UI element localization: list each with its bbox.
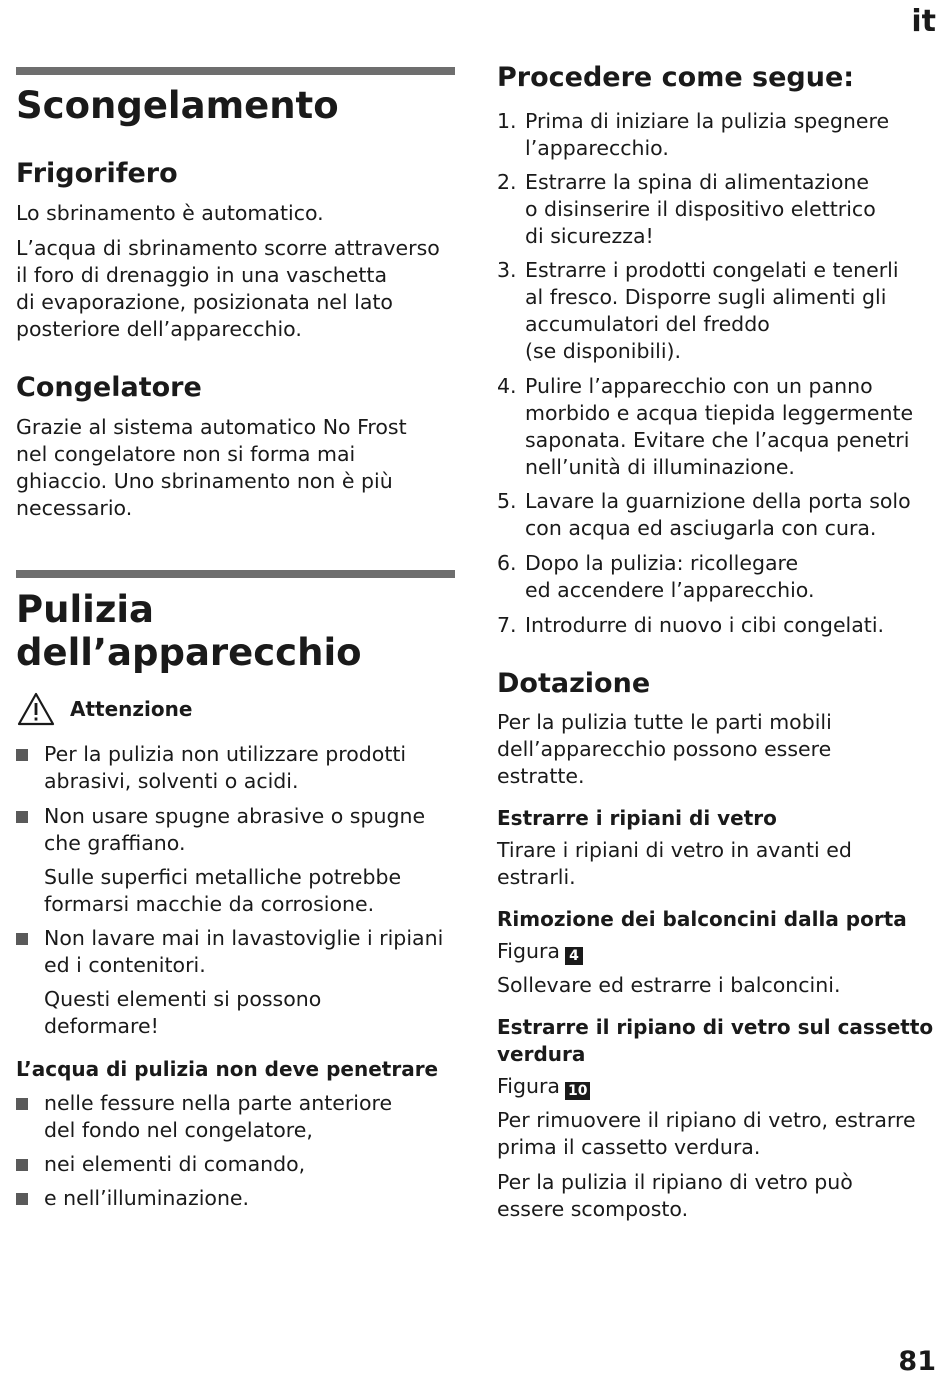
bullet-square	[16, 749, 28, 761]
step-number: 2.	[497, 170, 517, 194]
fridge-paragraph-2: L’acqua di sbrinamento scorre attraverso il foro di drenaggio in una vaschetta di evaporazione, posizionata nel lato posteriore dell’apparecchio.	[16, 236, 440, 341]
list-item	[16, 1185, 456, 1212]
fridge-paragraph-1: Lo sbrinamento è automatico.	[16, 201, 324, 225]
list-item	[16, 1151, 456, 1178]
crisper-paragraph-2: Per la pulizia il ripiano di vetro può essere scomposto.	[497, 1170, 853, 1221]
heading-door-shelves: Rimozione dei balconcini dalla porta	[497, 907, 907, 931]
step-text: Estrarre i prodotti congelati e tenerli al fresco. Disporre sugli alimenti gli accumulatori del freddo (se disponibili).	[525, 258, 899, 363]
figure-number-badge: 10	[565, 1082, 590, 1100]
section-rule	[16, 67, 455, 75]
numbered-step	[497, 373, 937, 481]
numbered-step	[497, 108, 937, 162]
step-text: Lavare la guarnizione della porta solo con acqua ed asciugarla con cura.	[525, 489, 911, 540]
section-rule	[16, 570, 455, 578]
list-item-text: Non usare spugne abrasive o spugne che graffiano.	[44, 804, 426, 855]
freezer-paragraph: Grazie al sistema automatico No Frost nel congelatore non si forma mai ghiaccio. Uno sbrinamento non è più necessario.	[16, 415, 407, 520]
step-text: Estrarre la spina di alimentazione o disinserire il dispositivo elettrico di sicurezza!	[525, 170, 876, 248]
figure-reference	[497, 938, 937, 965]
list-item-text: nei elementi di comando,	[44, 1152, 306, 1176]
list-item-note: Sulle superfici metalliche potrebbe formarsi macchie da corrosione.	[44, 865, 402, 916]
section-title-cleaning: Pulizia dell’apparecchio	[16, 588, 362, 674]
step-number: 6.	[497, 551, 517, 575]
bullet-square	[16, 811, 28, 823]
numbered-step	[497, 257, 937, 365]
heading-procedure: Procedere come segue:	[497, 62, 855, 93]
bullet-square	[16, 1193, 28, 1205]
figure-label: Figura	[497, 939, 560, 963]
list-item-text: e nell’illuminazione.	[44, 1186, 250, 1210]
step-number: 4.	[497, 374, 517, 398]
warning-heading: Attenzione	[70, 696, 193, 721]
step-text: Introdurre di nuovo i cibi congelati.	[525, 613, 885, 637]
door-shelves-paragraph: Sollevare ed estrarre i balconcini.	[497, 973, 841, 997]
step-number: 7.	[497, 613, 517, 637]
step-number: 1.	[497, 109, 517, 133]
warning-heading-row	[16, 691, 456, 727]
section-title-defrost: Scongelamento	[16, 84, 339, 127]
list-item	[16, 1090, 456, 1144]
numbered-step	[497, 550, 937, 604]
list-item	[16, 803, 456, 857]
glass-shelves-paragraph: Tirare i ripiani di vetro in avanti ed estrarli.	[497, 838, 852, 889]
crisper-paragraph-1: Per rimuovere il ripiano di vetro, estrarre prima il cassetto verdura.	[497, 1108, 916, 1159]
step-text: Pulire l’apparecchio con un panno morbido e acqua tiepida leggermente saponata. Evitare che l’acqua penetri nell’unità di illuminazione.	[525, 374, 914, 479]
bullet-square	[16, 933, 28, 945]
numbered-step	[497, 488, 937, 542]
list-item-note: Questi elementi si possono deformare!	[44, 987, 322, 1038]
heading-crisper-shelf: Estrarre il ripiano di vetro sul cassetto verdura	[497, 1015, 934, 1066]
page-number: 81	[898, 1346, 936, 1377]
step-text: Prima di iniziare la pulizia spegnere l’apparecchio.	[525, 109, 890, 160]
numbered-step	[497, 169, 937, 250]
heading-glass-shelves: Estrarre i ripiani di vetro	[497, 806, 777, 830]
warning-list	[16, 741, 456, 795]
heading-cleaning-water: L’acqua di pulizia non deve penetrare	[16, 1057, 439, 1081]
figure-number-badge: 4	[565, 947, 583, 965]
figure-label: Figura	[497, 1074, 560, 1098]
step-number: 3.	[497, 258, 517, 282]
heading-equipment: Dotazione	[497, 668, 651, 699]
heading-freezer: Congelatore	[16, 372, 202, 403]
numbered-step	[497, 612, 937, 639]
list-item	[16, 925, 456, 979]
step-number: 5.	[497, 489, 517, 513]
list-item-text: Per la pulizia non utilizzare prodotti abrasivi, solventi o acidi.	[44, 742, 407, 793]
step-text: Dopo la pulizia: ricollegare ed accendere l’apparecchio.	[525, 551, 815, 602]
list-item	[16, 741, 456, 795]
list-item-text: nelle fessure nella parte anteriore del fondo nel congelatore,	[44, 1091, 393, 1142]
warning-triangle-icon	[16, 691, 56, 727]
list-item-text: Non lavare mai in lavastoviglie i ripiani ed i contenitori.	[44, 926, 444, 977]
figure-reference	[497, 1073, 937, 1100]
bullet-square	[16, 1159, 28, 1171]
bullet-square	[16, 1098, 28, 1110]
heading-fridge: Frigorifero	[16, 158, 178, 189]
language-code: it	[911, 4, 936, 39]
equipment-paragraph: Per la pulizia tutte le parti mobili dell’apparecchio possono essere estratte.	[497, 710, 832, 788]
